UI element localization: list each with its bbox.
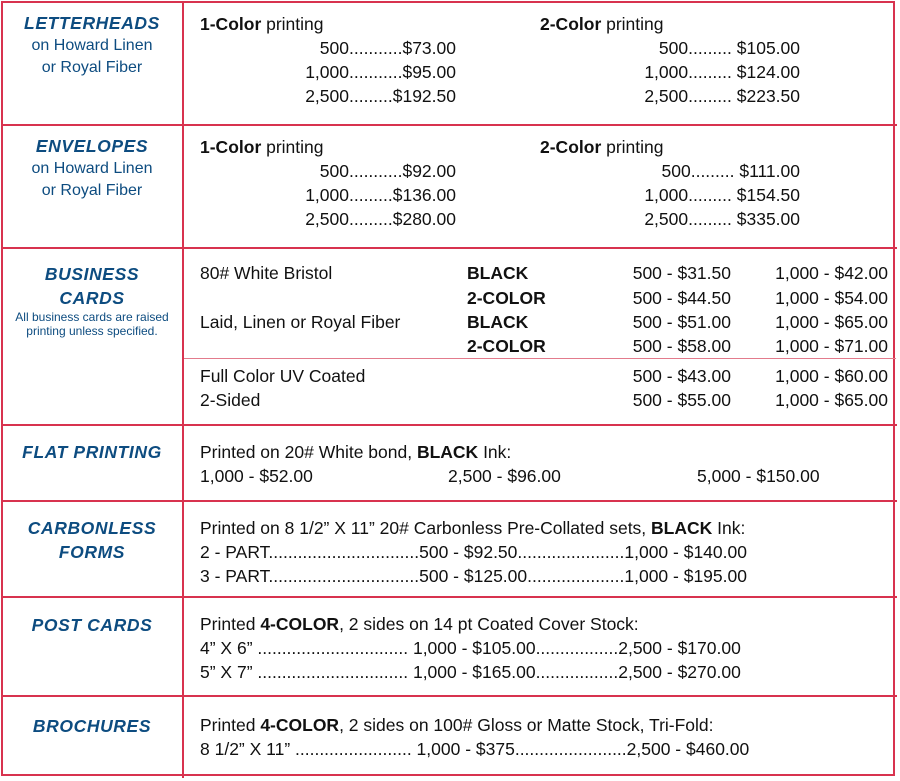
price-row: 500......... $111.00 <box>661 161 800 181</box>
price-cell: 500 - $58.00 <box>632 336 731 356</box>
category-subtitle: on Howard Linen <box>31 160 153 177</box>
ink-label: 2-COLOR <box>467 288 546 308</box>
stock-label: 80# White Bristol <box>200 263 333 283</box>
category-title: BUSINESS <box>44 264 140 284</box>
category-title: CARBONLESS <box>27 518 157 538</box>
section-description: Printed on 20# White bond, BLACK Ink: <box>200 442 512 462</box>
brochures-category <box>3 714 181 738</box>
category-title: ENVELOPES <box>35 136 149 156</box>
price-row: 1,000......... $124.00 <box>644 62 800 82</box>
ink-label: 2-COLOR <box>467 336 546 356</box>
column-heading: 1-Color printing <box>200 137 324 157</box>
price-row: 500...........$92.00 <box>319 161 456 181</box>
section-description: Printed 4-COLOR, 2 sides on 100# Gloss or Matte Stock, Tri-Fold: <box>200 715 714 735</box>
price-row: 2,500......... $335.00 <box>644 209 800 229</box>
post-cards-category <box>3 613 181 637</box>
section-description: Printed on 8 1/2” X 11” 20# Carbonless Pre-Collated sets, BLACK Ink: <box>200 518 746 538</box>
row-divider <box>1 695 897 697</box>
price-cell: 5,000 - $150.00 <box>697 466 820 486</box>
column-heading: 2-Color printing <box>540 137 664 157</box>
row-divider <box>1 596 897 598</box>
category-title: FLAT PRINTING <box>22 442 162 462</box>
price-cell: 500 - $51.00 <box>632 312 731 332</box>
price-cell: 1,000 - $52.00 <box>200 466 313 486</box>
column-divider <box>182 1 184 778</box>
letterheads-category <box>3 11 181 79</box>
category-subtitle: or Royal Fiber <box>41 182 143 199</box>
price-row: 3 - PART...............................500 - $125.00....................1,000 - $195.00 <box>200 566 747 586</box>
price-row: 1,000.........$136.00 <box>305 185 456 205</box>
price-cell: 1,000 - $42.00 <box>775 263 888 283</box>
price-row: 2,500.........$280.00 <box>305 209 456 229</box>
price-row: 500......... $105.00 <box>658 38 800 58</box>
price-row: 2,500.........$192.50 <box>305 86 456 106</box>
price-row: 2,500......... $223.50 <box>644 86 800 106</box>
flat-printing-category <box>3 440 181 464</box>
category-note: printing unless specified. <box>26 324 158 338</box>
row-divider <box>1 500 897 502</box>
price-cell: 1,000 - $71.00 <box>775 336 888 356</box>
category-title: LETTERHEADS <box>24 13 160 33</box>
category-title: BROCHURES <box>32 716 152 736</box>
category-subtitle: on Howard Linen <box>31 37 153 54</box>
price-cell: 2,500 - $96.00 <box>448 466 561 486</box>
column-heading: 2-Color printing <box>540 14 664 34</box>
category-title: POST CARDS <box>31 615 153 635</box>
section-description: Printed 4-COLOR, 2 sides on 14 pt Coated Cover Stock: <box>200 614 639 634</box>
price-row: 2 - PART...............................500 - $92.50......................1,000 - $140.00 <box>200 542 747 562</box>
price-cell: 500 - $44.50 <box>632 288 731 308</box>
row-subdivider <box>184 358 896 359</box>
price-row: 8 1/2” X 11” ........................ 1,000 - $375.......................2,500 - $460.00 <box>200 739 750 759</box>
price-cell: 500 - $43.00 <box>632 366 731 386</box>
envelopes-category <box>3 134 181 202</box>
category-note: All business cards are raised <box>15 310 169 324</box>
ink-label: BLACK <box>467 263 529 283</box>
price-row: 4” X 6” ............................... 1,000 - $105.00.................2,500 - $170.00 <box>200 638 741 658</box>
price-row: 500...........$73.00 <box>319 38 456 58</box>
row-divider <box>1 124 897 126</box>
business-cards-category <box>3 262 181 338</box>
row-divider <box>1 424 897 426</box>
carbonless-forms-category <box>3 516 181 564</box>
price-cell: 500 - $55.00 <box>632 390 731 410</box>
stock-label: 2-Sided <box>200 390 261 410</box>
category-subtitle: or Royal Fiber <box>41 59 143 76</box>
price-row: 1,000...........$95.00 <box>305 62 456 82</box>
price-cell: 1,000 - $60.00 <box>775 366 888 386</box>
column-heading: 1-Color printing <box>200 14 324 34</box>
price-row: 5” X 7” ............................... 1,000 - $165.00.................2,500 - $270.00 <box>200 662 741 682</box>
price-cell: 1,000 - $54.00 <box>775 288 888 308</box>
price-cell: 500 - $31.50 <box>632 263 731 283</box>
stock-label: Laid, Linen or Royal Fiber <box>200 312 401 332</box>
category-title: CARDS <box>59 288 125 308</box>
price-cell: 1,000 - $65.00 <box>775 390 888 410</box>
stock-label: Full Color UV Coated <box>200 366 366 386</box>
price-cell: 1,000 - $65.00 <box>775 312 888 332</box>
category-title: FORMS <box>58 542 126 562</box>
ink-label: BLACK <box>467 312 529 332</box>
row-divider <box>1 247 897 249</box>
price-row: 1,000......... $154.50 <box>644 185 800 205</box>
